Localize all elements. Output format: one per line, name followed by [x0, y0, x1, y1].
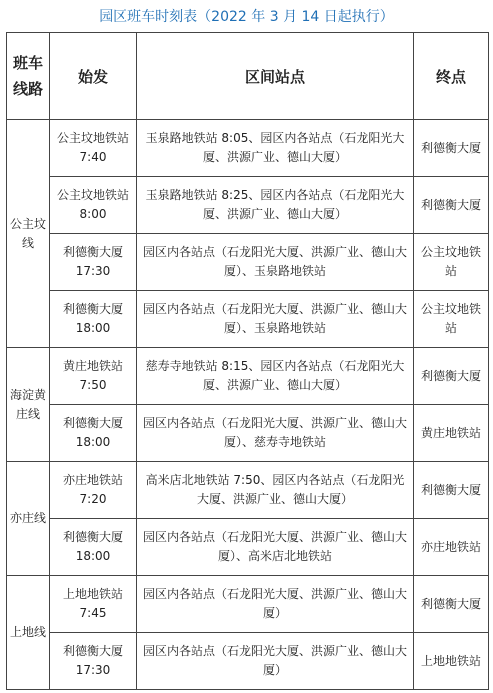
line-name-cell: 公主坟线 [7, 120, 50, 348]
stops-cell: 高米店北地铁站 7:50、园区内各站点（石龙阳光大厦、洪源广业、德山大厦） [137, 462, 414, 519]
table-row [7, 405, 489, 462]
stops-cell: 玉泉路地铁站 8:05、园区内各站点（石龙阳光大厦、洪源广业、德山大厦） [137, 120, 414, 177]
table-header-row [7, 33, 489, 120]
stops-cell: 园区内各站点（石龙阳光大厦、洪源广业、德山大厦）、高米店北地铁站 [137, 519, 414, 576]
start-cell: 公主坟地铁站 7:40 [50, 120, 137, 177]
stops-cell: 园区内各站点（石龙阳光大厦、洪源广业、德山大厦）、玉泉路地铁站 [137, 291, 414, 348]
stops-cell: 慈寿寺地铁站 8:15、园区内各站点（石龙阳光大厦、洪源广业、德山大厦） [137, 348, 414, 405]
header-start: 始发 [50, 33, 137, 120]
start-cell: 利德衡大厦 18:00 [50, 405, 137, 462]
header-end: 终点 [414, 33, 489, 120]
table-row [7, 633, 489, 690]
end-cell: 利德衡大厦 [414, 348, 489, 405]
line-name-cell: 海淀黄庄线 [7, 348, 50, 462]
bus-schedule-table [6, 32, 489, 690]
start-cell: 利德衡大厦 18:00 [50, 519, 137, 576]
stops-cell: 园区内各站点（石龙阳光大厦、洪源广业、德山大厦） [137, 633, 414, 690]
start-cell: 公主坟地铁站 8:00 [50, 177, 137, 234]
start-cell: 亦庄地铁站 7:20 [50, 462, 137, 519]
table-row [7, 576, 489, 633]
table-row [7, 519, 489, 576]
stops-cell: 园区内各站点（石龙阳光大厦、洪源广业、德山大厦） [137, 576, 414, 633]
end-cell: 利德衡大厦 [414, 462, 489, 519]
end-cell: 利德衡大厦 [414, 120, 489, 177]
table-row [7, 462, 489, 519]
table-row [7, 234, 489, 291]
line-name-cell: 亦庄线 [7, 462, 50, 576]
table-row [7, 348, 489, 405]
start-cell: 上地地铁站 7:45 [50, 576, 137, 633]
end-cell: 利德衡大厦 [414, 576, 489, 633]
line-name-cell: 上地线 [7, 576, 50, 690]
end-cell: 上地地铁站 [414, 633, 489, 690]
page-title: 园区班车时刻表（2022 年 3 月 14 日起执行） [99, 9, 394, 25]
header-stops: 区间站点 [137, 33, 414, 120]
end-cell: 公主坟地铁站 [414, 291, 489, 348]
end-cell: 利德衡大厦 [414, 177, 489, 234]
start-cell: 利德衡大厦 17:30 [50, 633, 137, 690]
end-cell: 亦庄地铁站 [414, 519, 489, 576]
table-row [7, 120, 489, 177]
start-cell: 利德衡大厦 17:30 [50, 234, 137, 291]
stops-cell: 园区内各站点（石龙阳光大厦、洪源广业、德山大厦）、玉泉路地铁站 [137, 234, 414, 291]
start-cell: 黄庄地铁站 7:50 [50, 348, 137, 405]
table-row [7, 177, 489, 234]
stops-cell: 玉泉路地铁站 8:25、园区内各站点（石龙阳光大厦、洪源广业、德山大厦） [137, 177, 414, 234]
start-cell: 利德衡大厦 18:00 [50, 291, 137, 348]
stops-cell: 园区内各站点（石龙阳光大厦、洪源广业、德山大厦）、慈寿寺地铁站 [137, 405, 414, 462]
end-cell: 公主坟地铁站 [414, 234, 489, 291]
header-line: 班车线路 [7, 33, 50, 120]
table-row [7, 291, 489, 348]
end-cell: 黄庄地铁站 [414, 405, 489, 462]
